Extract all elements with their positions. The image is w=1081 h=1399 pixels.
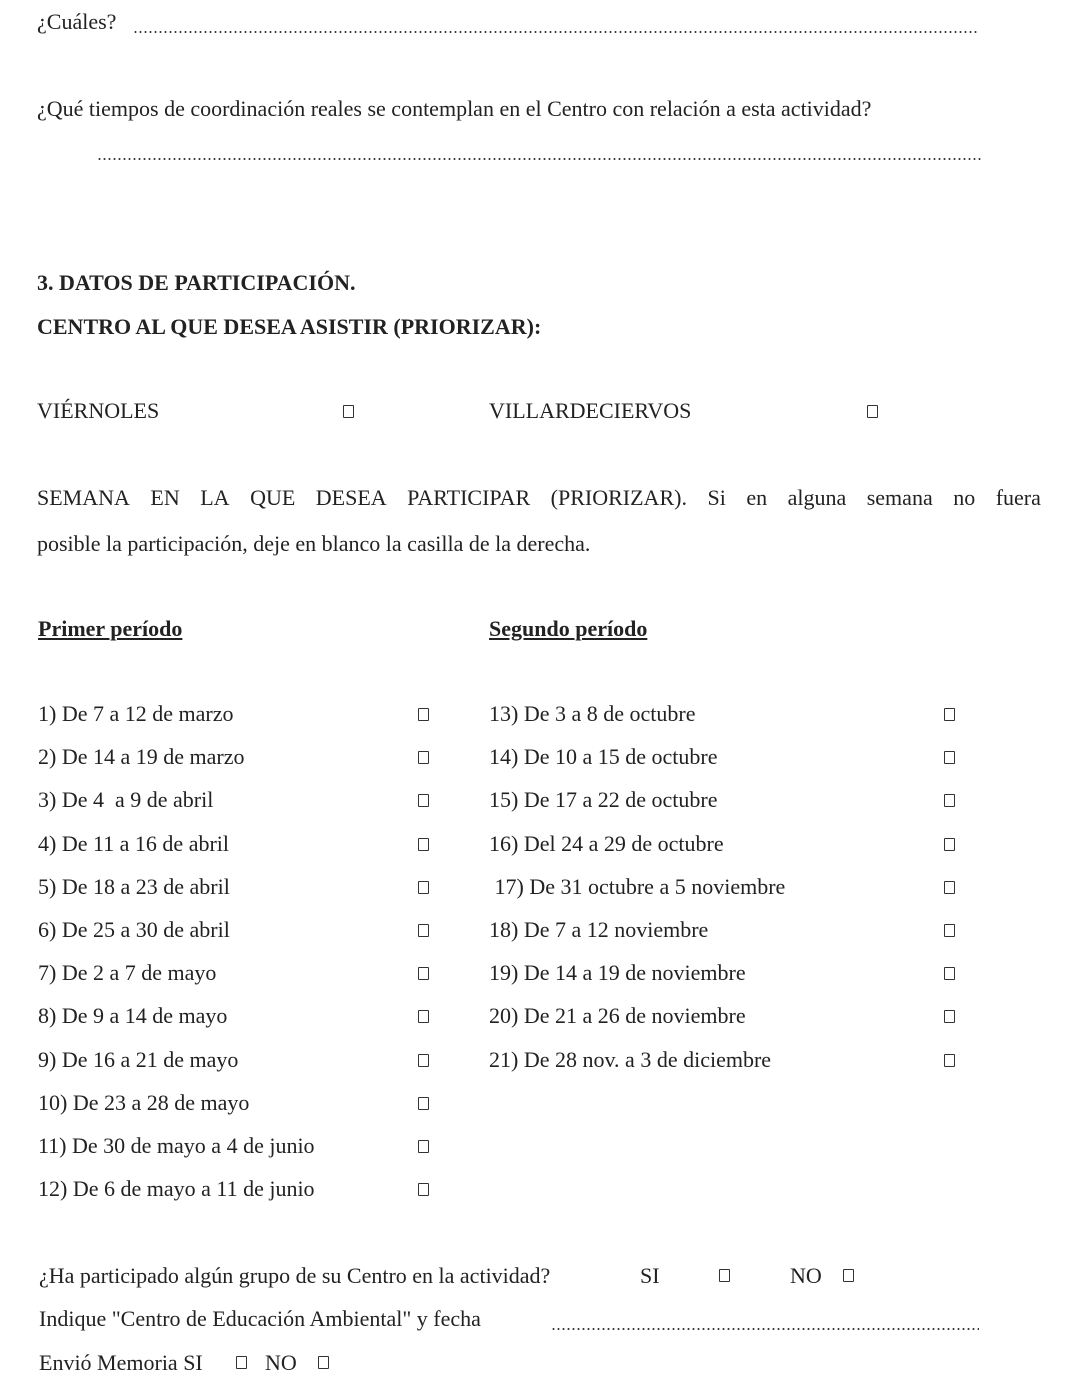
question-cuales — [37, 9, 982, 39]
answer-tiempos-line[interactable] — [97, 136, 982, 166]
week-checkbox[interactable] — [418, 1097, 429, 1110]
week-checkbox[interactable] — [418, 881, 429, 894]
week-item-label: 14) De 10 a 15 de octubre — [489, 744, 718, 769]
week-checkbox[interactable] — [944, 924, 955, 937]
word: LA — [200, 485, 230, 510]
semana-paragraph-line2: posible la participación, deje en blanco la casilla de la derecha. — [37, 531, 591, 556]
week-item-label: 4) De 11 a 16 de abril — [38, 831, 230, 856]
checkbox-vierñoles[interactable] — [343, 405, 354, 418]
word: EN — [150, 485, 180, 510]
week-item-label: 12) De 6 de mayo a 11 de junio — [38, 1176, 315, 1201]
section-title: 3. DATOS DE PARTICIPACIÓN. — [37, 270, 356, 295]
week-checkbox[interactable] — [418, 838, 429, 851]
week-checkbox[interactable] — [944, 794, 955, 807]
week-item-label: 5) De 18 a 23 de abril — [38, 874, 230, 899]
question-tiempos: ¿Qué tiempos de coordinación reales se contemplan en el Centro con relación a esta actividad? — [37, 96, 872, 121]
week-item-label: 2) De 14 a 19 de marzo — [38, 744, 245, 769]
week-item-label: 7) De 2 a 7 de mayo — [38, 960, 217, 985]
word: no — [953, 485, 976, 510]
week-checkbox[interactable] — [418, 1010, 429, 1023]
word: fuera — [995, 485, 1041, 510]
week-checkbox[interactable] — [418, 794, 429, 807]
word: (PRIORIZAR). — [550, 485, 687, 510]
checkbox-envio-si[interactable] — [236, 1356, 247, 1369]
answer-line[interactable] — [133, 30, 979, 34]
week-checkbox[interactable] — [418, 1183, 429, 1196]
week-checkbox[interactable] — [944, 751, 955, 764]
week-item-label: 8) De 9 a 14 de mayo — [38, 1003, 228, 1028]
word: semana — [866, 485, 933, 510]
question-participado: ¿Ha participado algún grupo de su Centro en la actividad? — [39, 1263, 551, 1288]
semana-paragraph-line1 — [37, 485, 1041, 511]
word: SEMANA — [37, 485, 130, 510]
week-item-label: 9) De 16 a 21 de mayo — [38, 1047, 239, 1072]
checkbox-participado-si[interactable] — [719, 1269, 730, 1282]
week-item-label: 11) De 30 de mayo a 4 de junio — [38, 1133, 315, 1158]
checkbox-envio-no[interactable] — [318, 1356, 329, 1369]
week-checkbox[interactable] — [944, 1010, 955, 1023]
checkbox-participado-no[interactable] — [843, 1269, 854, 1282]
week-item-label: 15) De 17 a 22 de octubre — [489, 787, 718, 812]
week-item-label: 16) Del 24 a 29 de octubre — [489, 831, 724, 856]
week-item-label: 20) De 21 a 26 de noviembre — [489, 1003, 746, 1028]
week-item-label: 17) De 31 octubre a 5 noviembre — [489, 874, 786, 899]
answer-line[interactable] — [551, 1327, 979, 1331]
periodo2-heading: Segundo período — [489, 616, 648, 641]
week-checkbox[interactable] — [418, 751, 429, 764]
week-checkbox[interactable] — [944, 1054, 955, 1067]
week-checkbox[interactable] — [418, 967, 429, 980]
word: QUE — [250, 485, 296, 510]
week-item-label: 3) De 4 a 9 de abril — [38, 787, 214, 812]
week-checkbox[interactable] — [418, 708, 429, 721]
week-item-label: 21) De 28 nov. a 3 de diciembre — [489, 1047, 772, 1072]
centro-option-villardeciervos: VILLARDECIERVOS — [489, 398, 692, 423]
participado-si-label: SI — [640, 1263, 660, 1288]
envio-memoria-label: Envió Memoria SI — [39, 1350, 203, 1375]
week-checkbox[interactable] — [944, 881, 955, 894]
word: DESEA — [315, 485, 387, 510]
week-item-label: 13) De 3 a 8 de octubre — [489, 701, 696, 726]
week-item-label: 18) De 7 a 12 noviembre — [489, 917, 709, 942]
week-item-label: 19) De 14 a 19 de noviembre — [489, 960, 746, 985]
centro-title: CENTRO AL QUE DESEA ASISTIR (PRIORIZAR): — [37, 314, 542, 339]
week-checkbox[interactable] — [418, 1054, 429, 1067]
week-checkbox[interactable] — [418, 1140, 429, 1153]
question-cuales-label: ¿Cuáles? — [37, 9, 117, 34]
week-item-label: 6) De 25 a 30 de abril — [38, 917, 230, 942]
word: en — [746, 485, 768, 510]
answer-line[interactable] — [97, 157, 982, 161]
participado-no-label: NO — [790, 1263, 822, 1288]
indique-row — [39, 1306, 979, 1336]
centro-option-vierñoles: VIÉRNOLES — [37, 398, 160, 423]
week-checkbox[interactable] — [944, 708, 955, 721]
week-checkbox[interactable] — [944, 967, 955, 980]
week-item-label: 10) De 23 a 28 de mayo — [38, 1090, 250, 1115]
periodo1-heading: Primer período — [38, 616, 183, 641]
envio-no-label: NO — [265, 1350, 297, 1375]
week-item-label: 1) De 7 a 12 de marzo — [38, 701, 234, 726]
week-checkbox[interactable] — [944, 838, 955, 851]
word: alguna — [787, 485, 847, 510]
week-checkbox[interactable] — [418, 924, 429, 937]
checkbox-villardeciervos[interactable] — [867, 405, 878, 418]
word: Si — [707, 485, 726, 510]
word: PARTICIPAR — [407, 485, 531, 510]
indique-label: Indique "Centro de Educación Ambiental" y fecha — [39, 1306, 481, 1331]
